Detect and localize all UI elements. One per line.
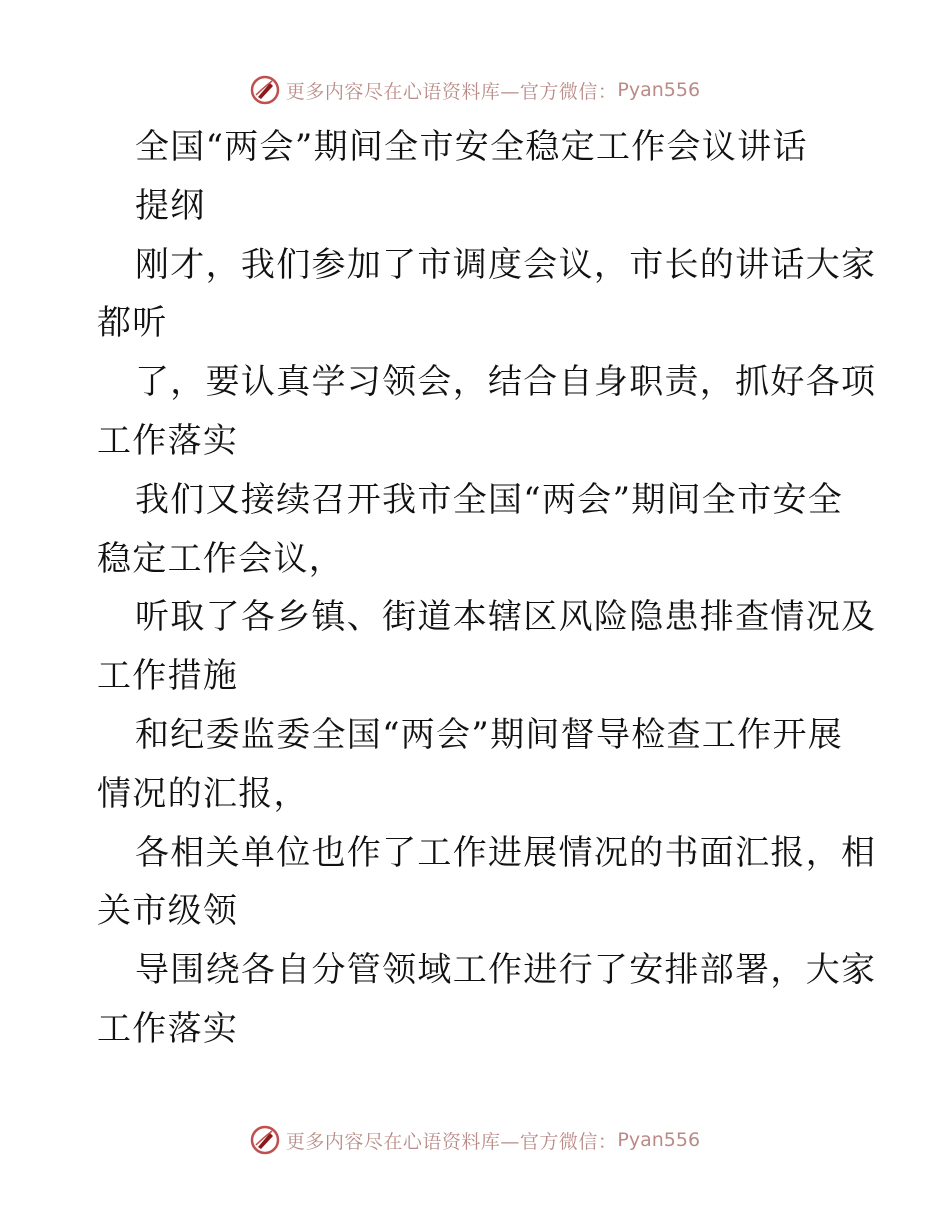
- doc-line: 各相关单位也作了工作进展情况的书面汇报，相: [135, 832, 877, 873]
- doc-line: 工作落实: [97, 420, 239, 461]
- doc-line: 了，要认真学习领会，结合自身职责，抓好各项: [135, 362, 877, 403]
- doc-line: 刚才，我们参加了市调度会议，市长的讲话大家: [135, 244, 877, 285]
- doc-line: 导围绕各自分管领域工作进行了安排部署，大家: [135, 950, 877, 991]
- doc-line: 工作措施: [97, 656, 239, 697]
- doc-line: 和纪委监委全国“两会”期间督导检查工作开展: [135, 714, 844, 755]
- header-banner-text: 更多内容尽在心语资料库—官方微信：: [285, 80, 618, 103]
- document-body: [97, 118, 877, 1059]
- footer-banner: [0, 1120, 950, 1160]
- doc-line: 都听: [97, 303, 168, 344]
- footer-wechat-id: Pyan556: [617, 1129, 701, 1151]
- doc-line: 提纲: [135, 185, 206, 226]
- doc-line: 关市级领: [97, 891, 239, 932]
- doc-line: 我们又接续召开我市全国“两会”期间全市安全: [135, 479, 844, 520]
- footer-banner-text: 更多内容尽在心语资料库—官方微信：: [285, 1130, 618, 1153]
- quill-circle-logo-icon: [250, 1125, 280, 1155]
- quill-circle-logo-icon: [250, 75, 280, 105]
- header-banner: [0, 70, 950, 110]
- doc-line: 全国“两会”期间全市安全稳定工作会议讲话: [135, 127, 808, 167]
- doc-line: 工作落实: [97, 1008, 239, 1049]
- header-wechat-id: Pyan556: [617, 79, 701, 101]
- doc-line: 稳定工作会议，: [97, 538, 345, 579]
- doc-line: 情况的汇报，: [97, 773, 309, 814]
- doc-line: 听取了各乡镇、街道本辖区风险隐患排查情况及: [135, 597, 877, 638]
